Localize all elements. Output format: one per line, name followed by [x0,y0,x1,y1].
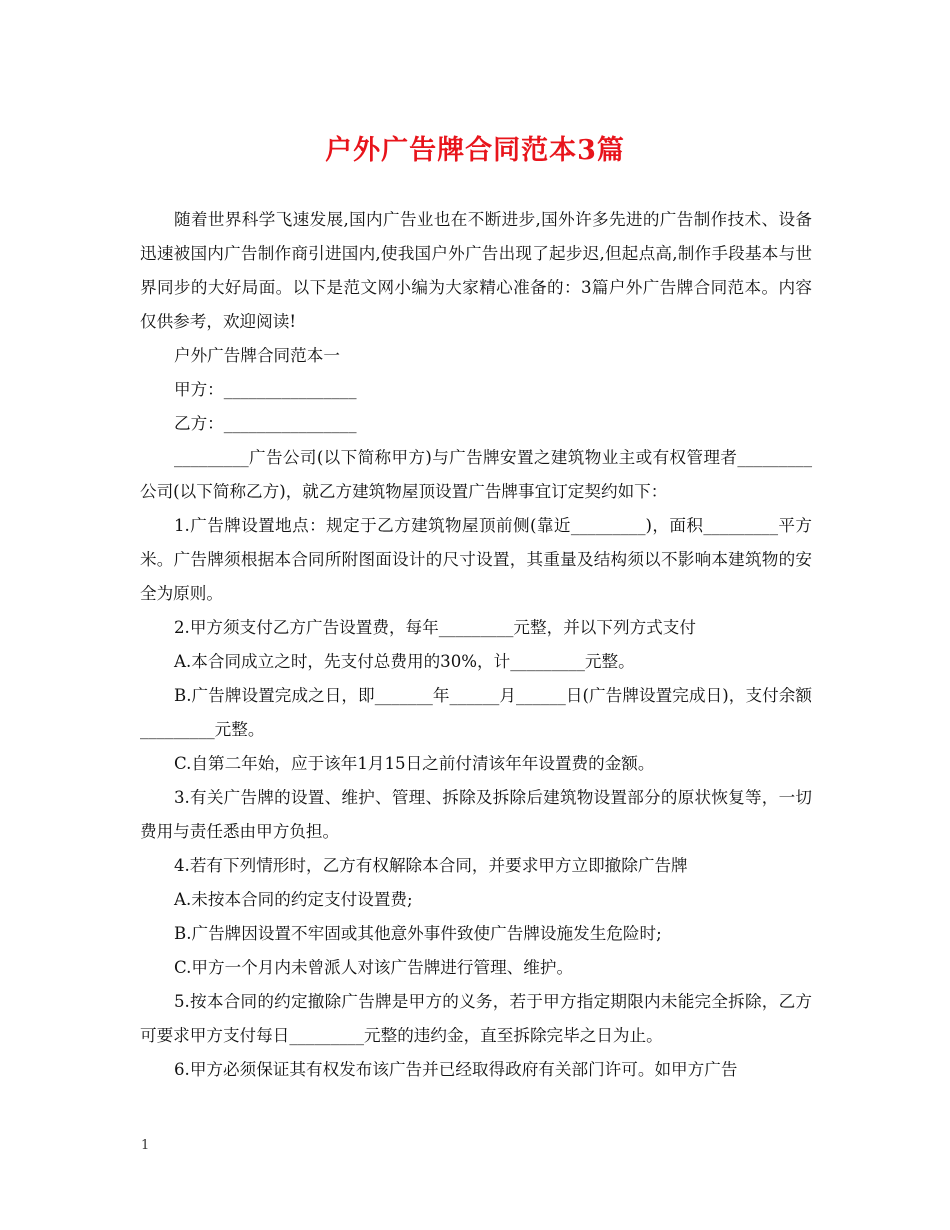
clause-4a: A.未按本合同的约定支付设置费; [174,890,413,909]
preamble-paragraph: _________广告公司(以下简称甲方)与广告牌安置之建筑物业主或有权管理者_________公司(以下简称乙方)，就乙方建筑物屋顶设置广告牌事宜订定契约如下： [140,448,812,501]
clause-2c: C.自第二年始，应于该年1月15日之前付清该年年设置费的金额。 [174,754,655,773]
clause-4: 4.若有下列情形时，乙方有权解除本合同，并要求甲方立即撤除广告牌 [174,856,688,875]
clause-3: 3.有关广告牌的设置、维护、管理、拆除及拆除后建筑物设置部分的原状恢复等，一切费用与责任悉由甲方负担。 [140,788,812,841]
page-number: 1 [141,1138,150,1153]
clause-2b: B.广告牌设置完成之日，即_______年______月______日(广告牌设置完成日)，支付余额_________元整。 [140,686,812,739]
clause-6: 6.甲方必须保证其有权发布该广告并已经取得政府有关部门许可。如甲方广告 [174,1060,738,1079]
document-title: 户外广告牌合同范本3篇 [325,135,625,166]
clause-2: 2.甲方须支付乙方广告设置费，每年_________元整，并以下列方式支付 [174,618,696,637]
party-a-line: 甲方：________________ [174,380,357,399]
clause-4c: C.甲方一个月内未曾派人对该广告牌进行管理、维护。 [174,958,574,977]
clause-1: 1.广告牌设置地点：规定于乙方建筑物屋顶前侧(靠近_________)，面积_________平方米。广告牌须根据本合同所附图面设计的尺寸设置，其重量及结构须以不影响本建筑物的安全为原则。 [140,516,812,603]
party-b-line: 乙方：________________ [174,414,357,433]
document-body [140,203,812,1087]
clause-2a: A.本合同成立之时，先支付总费用的30%，计_________元整。 [174,652,635,671]
clause-5: 5.按本合同的约定撤除广告牌是甲方的义务，若于甲方指定期限内未能完全拆除，乙方可要求甲方支付每日_________元整的违约金，直至拆除完毕之日为止。 [140,992,812,1045]
section-heading: 户外广告牌合同范本一 [174,346,340,365]
clause-4b: B.广告牌因设置不牢固或其他意外事件致使广告牌设施发生危险时; [174,924,662,943]
intro-paragraph: 随着世界科学飞速发展,国内广告业也在不断进步,国外许多先进的广告制作技术、设备迅速被国内广告制作商引进国内,使我国户外广告出现了起步迟,但起点高,制作手段基本与世界同步的大好局面。以下是范文网小编为大家精心准备的：3篇户外广告牌合同范本。内容仅供参考，欢迎阅读! [140,210,812,331]
